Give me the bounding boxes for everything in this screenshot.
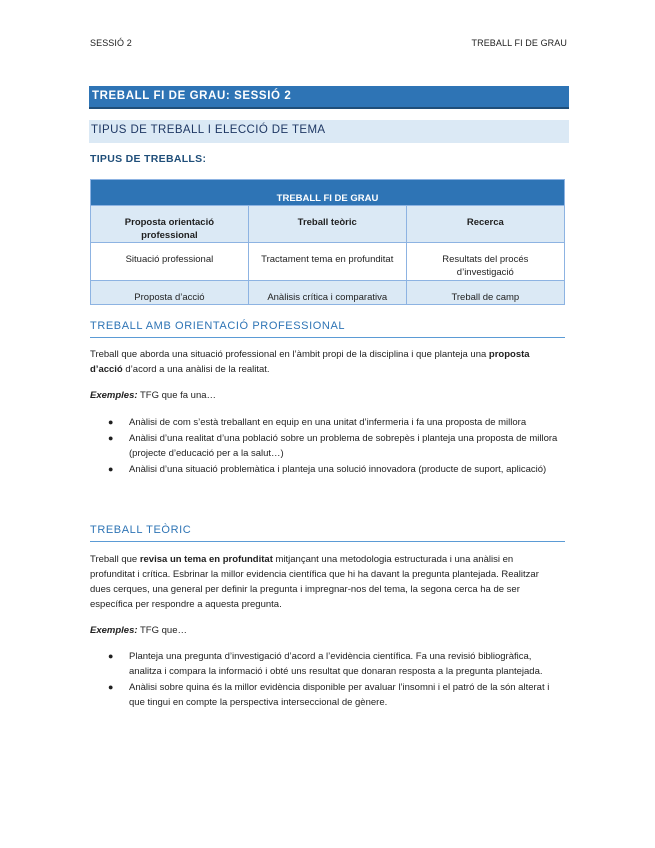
- paragraph-theoretical: [90, 552, 560, 612]
- paragraph-text: Treball que: [90, 554, 140, 565]
- examples-list-theoretical: [108, 649, 563, 711]
- table-cell: Resultats del procés d’investigació: [406, 243, 564, 281]
- table-row: [91, 281, 565, 305]
- table-header-cell: Treball teòric: [248, 206, 406, 243]
- examples-list-professional: [108, 415, 563, 478]
- table-cell: Situació professional: [91, 243, 249, 281]
- table-header-row: [91, 206, 565, 243]
- page-header: [90, 38, 567, 48]
- table-cell: Treball de camp: [406, 281, 564, 305]
- paragraph-text: mitjançant una metodologia estructurada i una anàlisi en profunditat i crítica. Esbrinar la millor evidencia científica que hi ha davant la pregunta plantejada. Realitzar dues cerques, una general per definir la pregunta i impregnar-nos del tema, la segona cerca ha de ser específica per respondre a aquesta pregunta.: [90, 554, 539, 610]
- list-item: ● Anàlisi de com s’està treballant en equip en una unitat d’infermeria i fa una proposta de millora: [108, 417, 527, 428]
- paragraph-emphasis: revisa un tema en profunditat: [139, 554, 273, 565]
- table-cell: Anàlisis crítica i comparativa: [248, 281, 406, 305]
- paragraph-professional: [90, 347, 560, 377]
- bullet-icon: ●: [108, 433, 114, 443]
- section-title-theoretical: TREBALL TEÒRIC: [90, 524, 565, 542]
- bullet-icon: ●: [108, 464, 114, 474]
- table-header-cell: Recerca: [406, 206, 564, 243]
- examples-line: [90, 388, 560, 403]
- list-item: ● Planteja una pregunta d’investigació d’acord a l’evidència científica. Fa una revisió bibliogràfica, analitza i compara la informació i obté uns resultat que donaran resposta a la pregunta plantejada.: [108, 651, 543, 677]
- section-banner: TIPUS DE TREBALL I ELECCIÓ DE TEMA: [89, 120, 569, 143]
- examples-label: Exemples:: [90, 390, 138, 401]
- bullet-icon: ●: [108, 682, 114, 692]
- table-caption: TREBALL FI DE GRAU: [91, 180, 565, 206]
- header-doc-title: TREBALL FI DE GRAU: [471, 38, 567, 48]
- table-header-cell: Proposta orientació professional: [91, 206, 249, 243]
- table-cell: Proposta d’acció: [91, 281, 249, 305]
- paragraph-emphasis: proposta d’acció: [90, 349, 530, 375]
- list-item: ● Anàlisi d’una situació problemàtica i planteja una solució innovadora (producte de suport, aplicació): [108, 464, 547, 475]
- paragraph-text: d’acord a una anàlisi de la realitat.: [122, 364, 270, 375]
- bullet-icon: ●: [108, 651, 114, 661]
- examples-label: Exemples:: [90, 625, 138, 636]
- table-cell: Tractament tema en profunditat: [248, 243, 406, 281]
- examples-text: TFG que fa una…: [137, 390, 217, 401]
- tfg-types-table: [90, 179, 565, 305]
- table-row: [91, 243, 565, 281]
- section-title-professional: TREBALL AMB ORIENTACIÓ PROFESSIONAL: [90, 320, 565, 338]
- bullet-icon: ●: [108, 417, 114, 427]
- types-heading: TIPUS DE TREBALLS:: [90, 153, 207, 165]
- header-session: SESSIÓ 2: [90, 38, 132, 48]
- list-item: ● Anàlisi sobre quina és la millor evidència disponible per avaluar l’insomni i el patró de la són alterat i que tingui en compte la perspectiva interseccional de gènere.: [108, 682, 550, 708]
- paragraph-text: Treball que aborda una situació professional en l’àmbit propi de la disciplina i que planteja una: [90, 349, 487, 360]
- examples-line: [90, 623, 560, 638]
- list-item: ● Anàlisi d’una realitat d’una població sobre un problema de sobrepès i planteja una proposta de millora (projecte d’educació per a la salut…): [108, 433, 558, 459]
- document-title: TREBALL FI DE GRAU: SESSIÓ 2: [89, 86, 569, 109]
- examples-text: TFG que…: [137, 625, 187, 636]
